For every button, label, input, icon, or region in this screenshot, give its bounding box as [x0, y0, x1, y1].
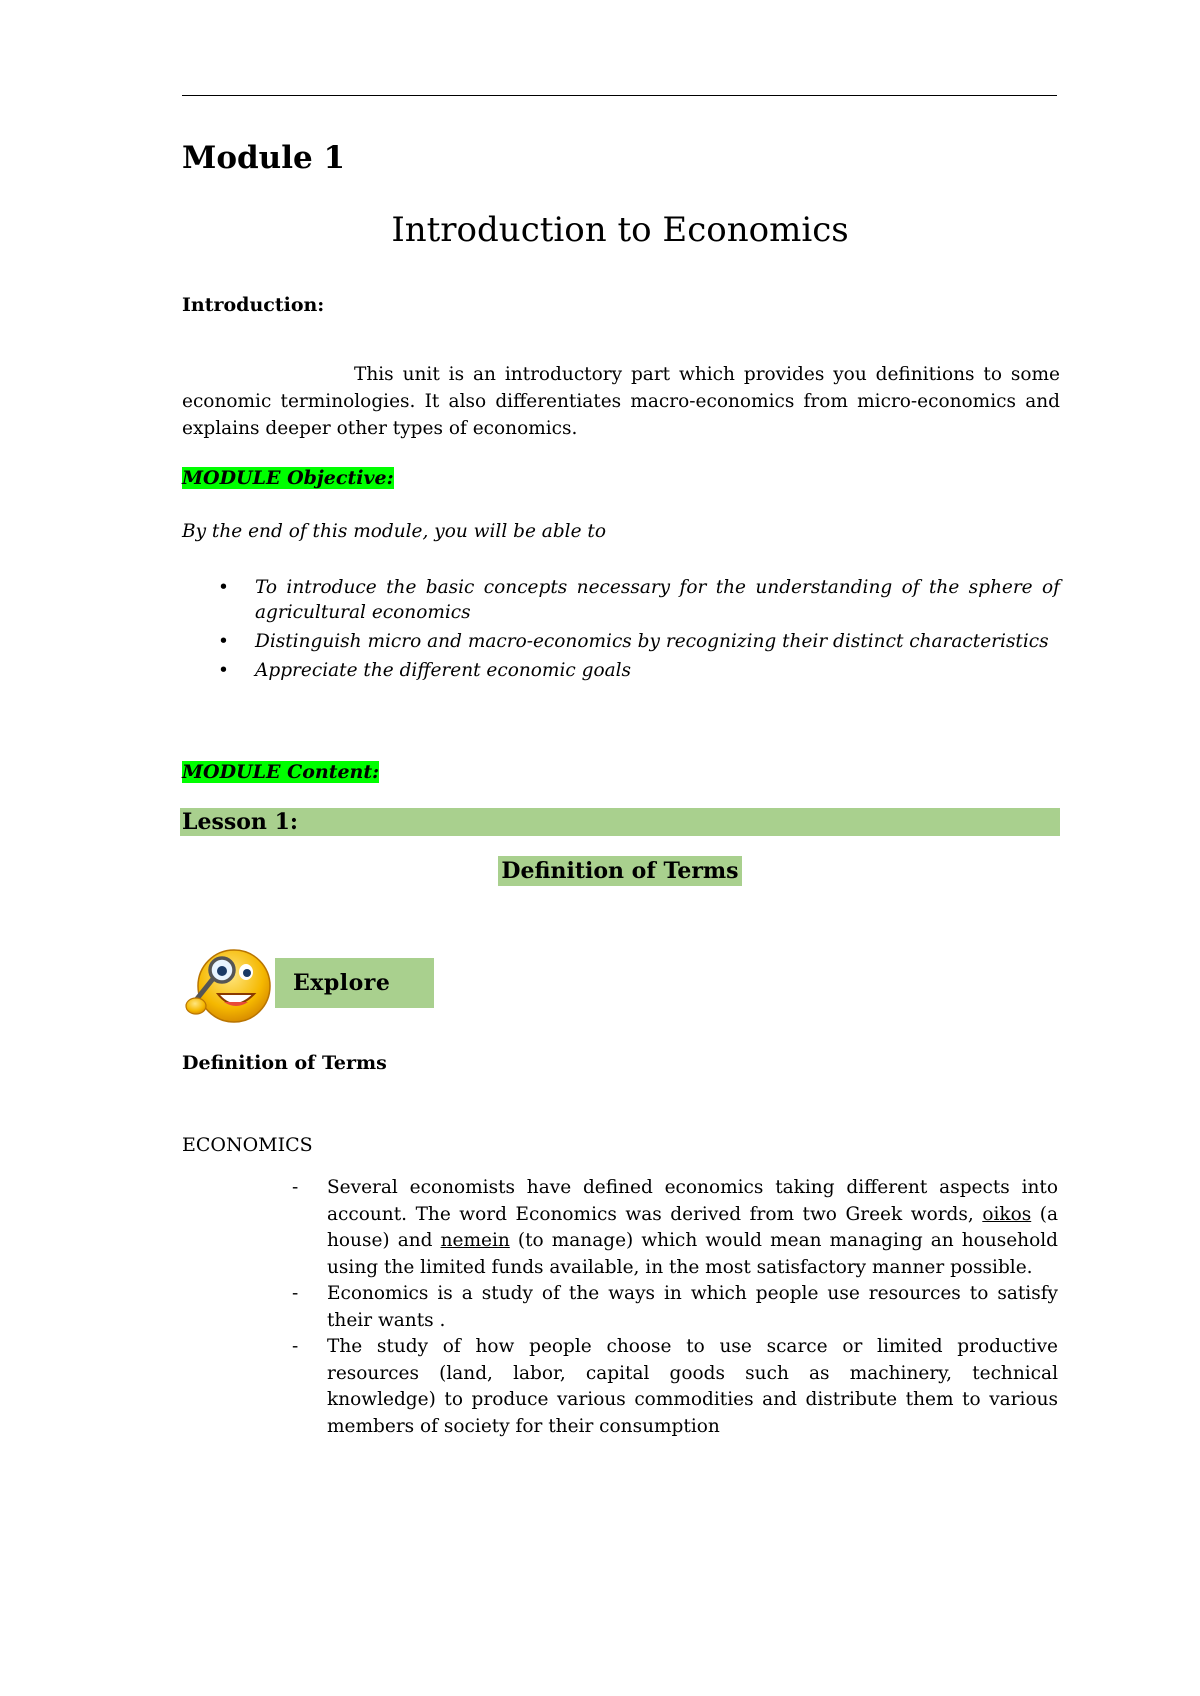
economics-definition-list	[292, 1175, 1058, 1440]
list-item	[218, 658, 1060, 683]
greek-word-oikos: oikos	[982, 1203, 1032, 1225]
objective-lead-text: By the end of this module, you will be able to	[182, 521, 606, 542]
bullet-icon: •	[218, 577, 229, 598]
list-item	[292, 1175, 1058, 1281]
module-title: Module 1	[182, 140, 346, 176]
bullet-icon: •	[218, 660, 229, 681]
module-content-label	[182, 761, 379, 783]
definition-text: Several economists have defined economics taking different aspects into account. The word Economics was derived from two Greek words,	[327, 1177, 1058, 1225]
objective-text: Appreciate the different economic goals	[255, 660, 632, 681]
objective-list	[218, 575, 1060, 687]
dash-bullet-icon: -	[292, 1336, 299, 1357]
definition-text: Economics is a study of the ways in which people use resources to satisfy their wants .	[327, 1283, 1058, 1331]
dash-bullet-icon: -	[292, 1283, 299, 1304]
list-item	[218, 575, 1060, 625]
introduction-text: This unit is an introductory part which provides you definitions to some economic terminologies. It also differentiates macro-economics from micro-economics and explains deeper other types of economics.	[182, 364, 1060, 439]
bullet-icon: •	[218, 631, 229, 652]
definition-text: The study of how people choose to use scarce or limited productive resources (land, labor, capital goods such as machinery, technical knowledge) to produce various commodities and distribute them to various members of society for their consumption	[327, 1336, 1058, 1437]
lesson-label: Lesson 1:	[182, 809, 298, 835]
objective-text: Distinguish micro and macro-economics by recognizing their distinct characteristics	[255, 631, 1049, 652]
magnifier-smiley-icon	[182, 940, 278, 1025]
definition-text: (a house) and	[327, 1203, 1058, 1251]
explore-label: Explore	[293, 970, 391, 996]
definition-subheading: Definition of Terms	[182, 1052, 387, 1074]
lesson-title-text: Definition of Terms	[498, 856, 741, 886]
greek-word-nemein: nemein	[440, 1230, 510, 1251]
module-objective-label	[182, 467, 394, 489]
content-highlight: MODULE Content:	[182, 761, 380, 783]
introduction-label: Introduction:	[182, 294, 325, 316]
list-item	[218, 629, 1060, 654]
economics-section-label: ECONOMICS	[182, 1134, 313, 1156]
dash-bullet-icon: -	[292, 1177, 299, 1198]
lesson-banner	[180, 808, 1060, 836]
objective-text: To introduce the basic concepts necessary for the understanding of the sphere of agricultural economics	[255, 577, 1060, 623]
definition-text: (to manage) which would mean managing an household using the limited funds available, in the most satisfactory manner possible.	[327, 1230, 1058, 1278]
objective-highlight: MODULE Objective:	[182, 467, 394, 489]
list-item	[292, 1334, 1058, 1440]
document-title: Introduction to Economics	[391, 210, 849, 250]
list-item	[292, 1281, 1058, 1334]
header-rule	[182, 95, 1057, 96]
lesson-title	[0, 858, 1200, 884]
